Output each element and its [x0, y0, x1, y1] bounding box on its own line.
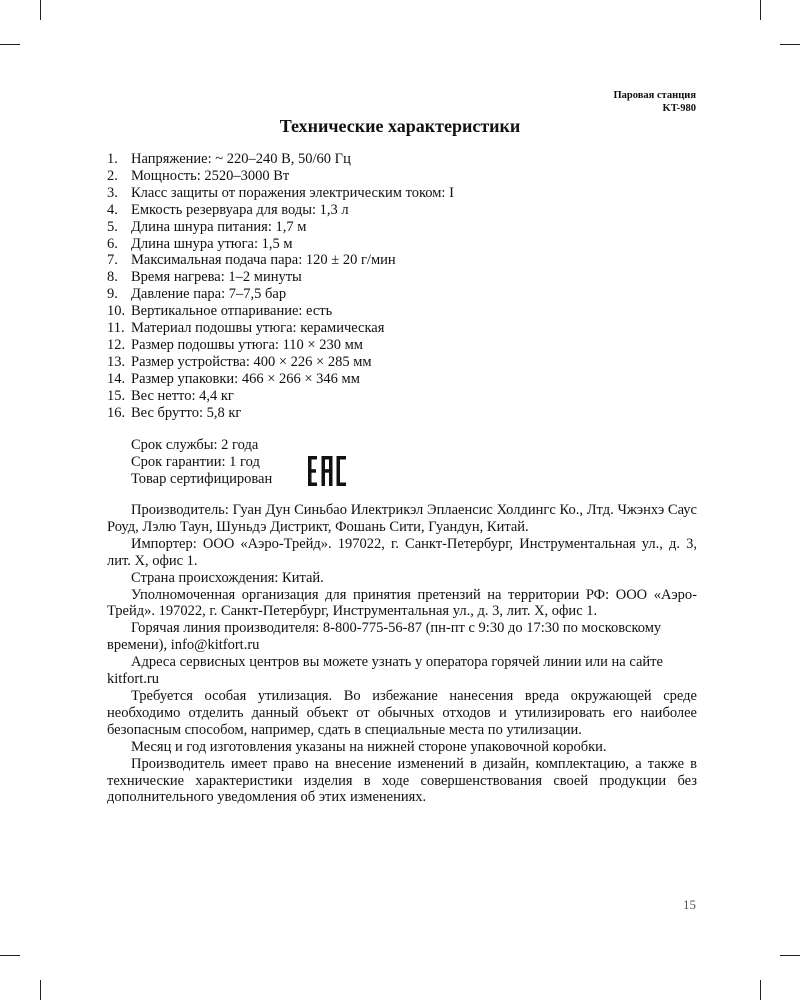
spec-number: 11. — [107, 320, 125, 337]
warranty-period: Срок гарантии: 1 год — [131, 453, 260, 470]
crop-mark — [780, 44, 800, 45]
spec-item — [107, 354, 707, 371]
service-info — [131, 437, 272, 488]
spec-text: Материал подошвы утюга: керамическая — [131, 320, 385, 337]
crop-mark — [780, 955, 800, 956]
spec-item — [107, 286, 707, 303]
spec-item — [107, 337, 707, 354]
spec-number: 9. — [107, 286, 118, 303]
changes-paragraph: Производитель имеет право на внесение изменений в дизайн, комплектацию, а также в технические характеристики изделия в ходе совершенствования своей продукции без дополнительного уведомления об этих изменениях. — [107, 755, 697, 806]
spec-text: Время нагрева: 1–2 минуты — [131, 269, 302, 286]
spec-list — [107, 151, 707, 422]
spec-item — [107, 405, 707, 422]
spec-item — [107, 151, 707, 168]
page-number: 15 — [683, 897, 696, 912]
page-title: Технические характеристики — [279, 116, 521, 136]
spec-text: Размер устройства: 400 × 226 × 285 мм — [131, 353, 372, 370]
crop-mark — [0, 955, 20, 956]
spec-text: Вес брутто: 5,8 кг — [131, 404, 242, 421]
header-product: Паровая станция — [613, 90, 696, 101]
spec-number: 7. — [107, 252, 118, 269]
spec-number: 8. — [107, 269, 118, 286]
spec-number: 5. — [107, 218, 118, 235]
spec-text: Класс защиты от поражения электрическим током: I — [131, 184, 454, 201]
spec-number: 16. — [107, 404, 126, 421]
spec-number: 13. — [107, 353, 126, 370]
spec-number: 3. — [107, 184, 118, 201]
spec-item — [107, 303, 707, 320]
running-header — [614, 89, 697, 115]
spec-item — [107, 202, 707, 219]
origin-paragraph: Страна происхождения: Китай. — [131, 569, 324, 586]
spec-item — [107, 219, 707, 236]
spec-number: 4. — [107, 201, 118, 218]
eac-mark-icon — [307, 455, 347, 487]
importer-paragraph: Импортер: ООО «Аэро-Трейд». 197022, г. Санкт-Петербург, Инструментальная ул., д. 3, лит. Х, офис 1. — [107, 535, 697, 569]
service-centers-paragraph: Адреса сервисных центров вы можете узнать у оператора горячей линии или на сайте kitfort.ru — [107, 654, 663, 688]
certification-note: Товар сертифицирован — [131, 470, 273, 487]
spec-text: Мощность: 2520–3000 Вт — [131, 167, 290, 184]
spec-text: Емкость резервуара для воды: 1,3 л — [131, 201, 349, 218]
spec-item — [107, 388, 707, 405]
spec-item — [107, 252, 707, 269]
spec-number: 6. — [107, 235, 118, 252]
spec-text: Максимальная подача пара: 120 ± 20 г/мин — [131, 252, 396, 269]
spec-text: Длина шнура питания: 1,7 м — [131, 218, 307, 235]
manufacture-date-paragraph: Месяц и год изготовления указаны на нижней стороне упаковочной коробки. — [131, 738, 607, 755]
spec-text: Размер подошвы утюга: 110 × 230 мм — [131, 336, 363, 353]
spec-item — [107, 168, 707, 185]
crop-mark — [0, 44, 20, 45]
disposal-paragraph: Требуется особая утилизация. Во избежание нанесения вреда окружающей среде необходимо отделить данный объект от обычных отходов и утилизировать его наиболее безопасным способом, например, сдать в специальные места по утилизации. — [107, 687, 697, 738]
spec-number: 12. — [107, 336, 126, 353]
crop-mark — [760, 0, 761, 20]
spec-number: 15. — [107, 387, 126, 404]
spec-item — [107, 236, 707, 253]
spec-item — [107, 269, 707, 286]
spec-text: Давление пара: 7–7,5 бар — [131, 286, 287, 303]
spec-text: Вес нетто: 4,4 кг — [131, 387, 234, 404]
crop-mark — [760, 980, 761, 1000]
header-model: KT-980 — [662, 103, 696, 114]
service-lifetime: Срок службы: 2 года — [131, 437, 259, 453]
spec-item — [107, 371, 707, 388]
spec-number: 2. — [107, 167, 118, 184]
spec-text: Длина шнура утюга: 1,5 м — [131, 235, 293, 252]
manufacturer-info — [107, 502, 697, 806]
spec-item — [107, 185, 707, 202]
spec-text: Напряжение: ~ 220–240 В, 50/60 Гц — [131, 151, 351, 167]
hotline-paragraph: Горячая линия производителя: 8-800-775-56-87 (пн-пт с 9:30 до 17:30 по московскому времени), info@kitfort.ru — [107, 620, 662, 654]
authorized-org-paragraph: Уполномоченная организация для принятия претензий на территории РФ: ООО «Аэро-Трейд». 197022, г. Санкт-Петербург, Инструментальная ул., д. 3, лит. Х, офис 1. — [107, 586, 697, 620]
spec-number: 14. — [107, 370, 126, 387]
spec-text: Вертикальное отпаривание: есть — [131, 303, 333, 320]
spec-number: 10. — [107, 303, 126, 320]
spec-number: 1. — [107, 151, 118, 167]
spec-item — [107, 320, 707, 337]
spec-text: Размер упаковки: 466 × 266 × 346 мм — [131, 370, 360, 387]
crop-mark — [40, 980, 41, 1000]
manufacturer-paragraph: Производитель: Гуан Дун Синьбао Илектрикэл Эплаенсис Холдингс Ко., Лтд. Чжэнхэ Саус Роуд, Лэлю Таун, Шуньдэ Дистрикт, Фошань Сити, Гуандун, Китай. — [107, 502, 697, 535]
crop-mark — [40, 0, 41, 20]
